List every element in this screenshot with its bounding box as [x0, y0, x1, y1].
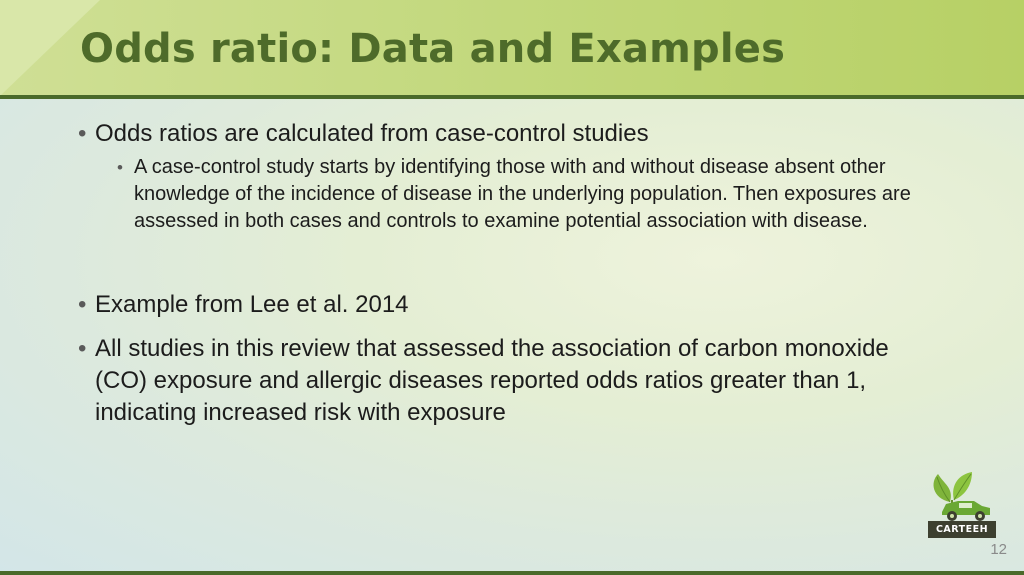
sub-bullet-text: A case-control study starts by identifying those with and without disease absent other knowledge of the incidence of disease in the underlying population. Then exposures are assessed in both cases and controls to examine potential association with disease.	[134, 156, 911, 232]
header-divider	[0, 95, 1024, 99]
leaf-car-logo-icon	[928, 468, 996, 524]
logo-wordmark: CARTEEH	[928, 521, 996, 538]
bullet-dot-icon: •	[78, 335, 87, 362]
bullet-odds-ratios	[78, 118, 918, 150]
bullet-dot-icon: •	[78, 291, 87, 318]
bullet-text: All studies in this review that assessed the association of carbon monoxide (CO) exposure and allergic diseases reported odds ratios greater than 1, indicating increased risk with exposure	[95, 335, 889, 426]
bullet-dot-icon: •	[117, 158, 123, 177]
bullet-example	[78, 289, 918, 321]
bullet-dot-icon: •	[78, 120, 87, 147]
bullet-review-finding	[78, 333, 918, 429]
sub-bullet-case-control	[117, 154, 918, 235]
footer-divider	[0, 571, 1024, 575]
slide-body	[78, 118, 918, 429]
bullet-text: Odds ratios are calculated from case-control studies	[95, 120, 649, 147]
bullet-text: Example from Lee et al. 2014	[95, 291, 409, 318]
carteeh-logo	[928, 468, 996, 540]
slide-title: Odds ratio: Data and Examples	[80, 26, 786, 72]
page-number: 12	[990, 541, 1007, 558]
